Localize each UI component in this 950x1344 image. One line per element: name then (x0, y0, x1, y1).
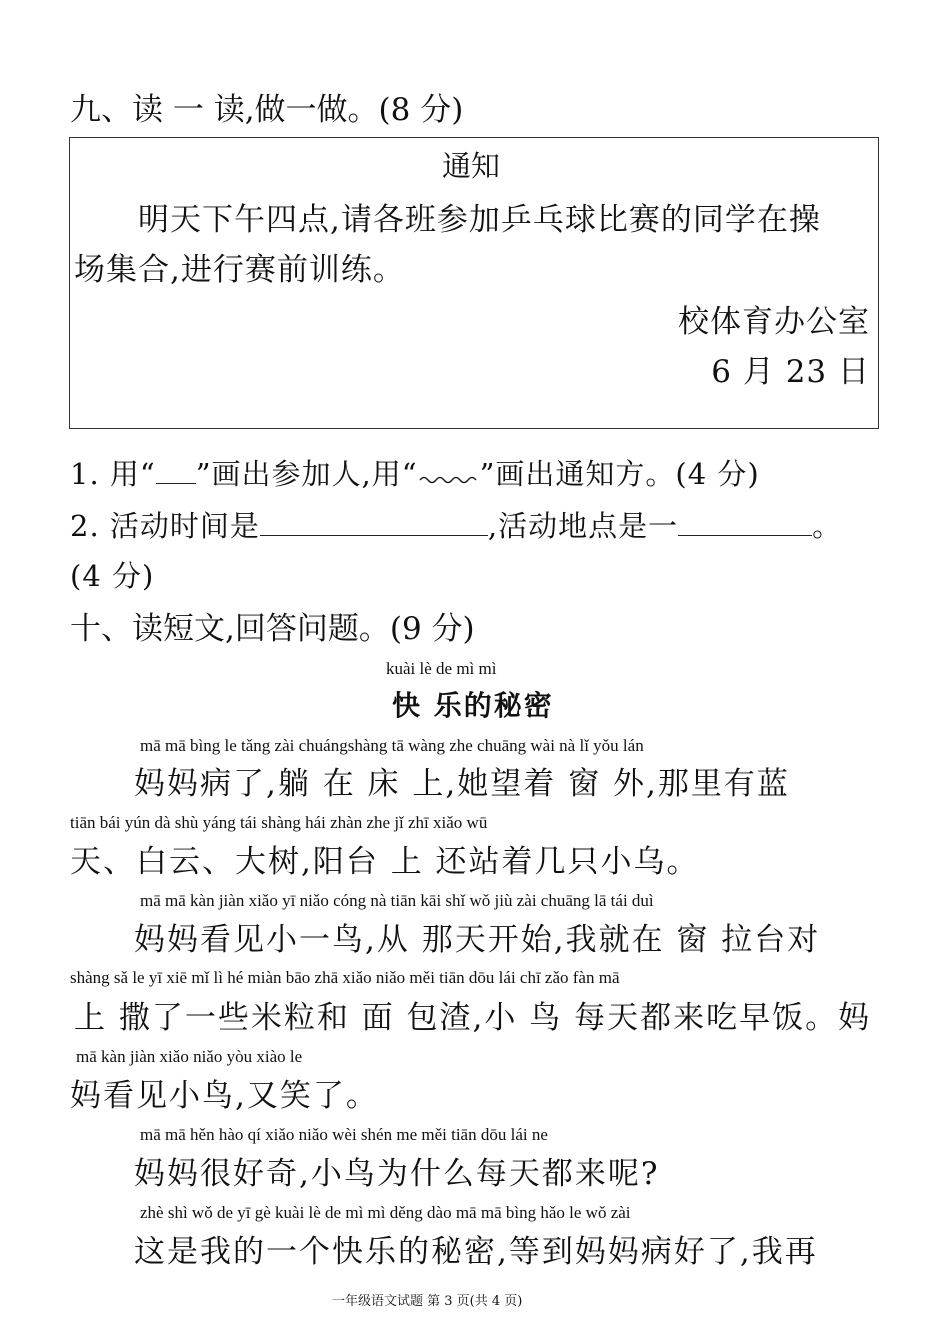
activity-time-blank[interactable] (260, 535, 488, 536)
notice-signature: 校体育办公室 (678, 304, 870, 340)
line4-text: 上 撒了一些米粒和 面 包渣,小 鸟 每天都来吃早饭。妈 (74, 1000, 872, 1036)
q2-part2: ,活动地点是一 (487, 509, 679, 543)
line1-pinyin: mā mā bìng le tǎng zài chuángshàng tā wàng zhe chuāng wài nà lǐ yǒu lán (140, 736, 644, 755)
line5-text: 妈看见小鸟,又笑了。 (70, 1078, 379, 1114)
line6-pinyin: mā mā hěn hào qí xiǎo niǎo wèi shén me měi tiān dōu lái ne (140, 1125, 548, 1144)
line4-pinyin: shàng sǎ le yī xiē mǐ lì hé miàn bāo zhā xiǎo niǎo měi tiān dōu lái chī zǎo fàn mā (70, 968, 620, 987)
line5-pinyin: mā kàn jiàn xiǎo niǎo yòu xiào le (76, 1047, 303, 1066)
q1-part3: ”画出通知方。(4 分) (479, 457, 760, 491)
section10-heading: 十、读短文,回答问题。(9 分) (70, 611, 475, 647)
wavy-underline-sample (418, 472, 480, 484)
notice-date: 6 月 23 日 (711, 354, 870, 390)
line2-pinyin: tiān bái yún dà shù yáng tái shàng hái zhàn zhe jǐ zhī xiǎo wū (70, 813, 488, 832)
line7-pinyin: zhè shì wǒ de yī gè kuài lè de mì mì děng dào mā mā bìng hǎo le wǒ zài (140, 1203, 631, 1222)
line7-text: 这是我的一个快乐的秘密,等到妈妈病好了,我再 (134, 1234, 818, 1270)
page-footer: 一年级语文试题 第 3 页(共 4 页) (332, 1294, 523, 1309)
notice-title: 通知 (442, 149, 501, 183)
notice-body-line1: 明天下午四点,请各班参加乒乓球比赛的同学在操 (138, 202, 821, 238)
q1-part2: ”画出参加人,用“ (195, 457, 418, 491)
activity-place-blank[interactable] (678, 535, 812, 536)
q2-part3: 。 (812, 509, 843, 543)
straight-underline-sample (156, 483, 196, 484)
line6-text: 妈妈很好奇,小鸟为什么每天都来呢? (134, 1156, 660, 1192)
question-1 (70, 452, 760, 493)
line1-text: 妈妈病了,躺 在 床 上,她望着 窗 外,那里有蓝 (134, 766, 790, 802)
notice-box (69, 137, 879, 429)
story-title: 快 乐的秘密 (392, 689, 554, 722)
question-2 (70, 504, 842, 545)
notice-body-line2: 场集合,进行赛前训练。 (74, 252, 405, 288)
q2-score: (4 分) (70, 559, 155, 593)
line3-text: 妈妈看见小一鸟,从 那天开始,我就在 窗 拉台对 (134, 922, 821, 958)
line2-text: 天、白云、大树,阳台 上 还站着几只小乌。 (70, 844, 700, 880)
line3-pinyin: mā mā kàn jiàn xiǎo yī niǎo cóng nà tiān kāi shǐ wǒ jiù zài chuāng lā tái duì (140, 891, 654, 910)
section9-heading: 九、读 一 读,做一做。(8 分) (70, 92, 464, 128)
q2-part1: 2. 活动时间是 (70, 509, 260, 543)
story-title-pinyin: kuài lè de mì mì (386, 659, 497, 678)
q1-part1: 1. 用“ (70, 457, 156, 491)
